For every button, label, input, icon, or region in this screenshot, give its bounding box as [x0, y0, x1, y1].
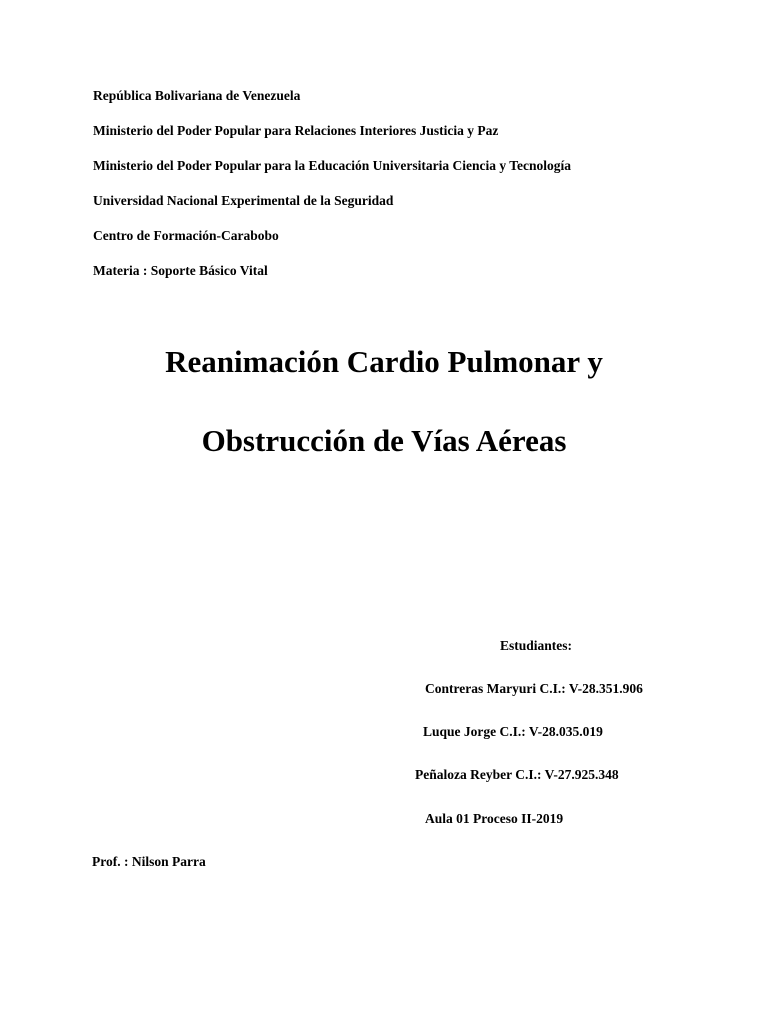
header-line-ministry-interior: Ministerio del Poder Popular para Relaciones Interiores Justicia y Paz	[93, 123, 499, 138]
header-line-university: Universidad Nacional Experimental de la Seguridad	[93, 193, 394, 208]
document-title-line-2: Obstrucción de Vías Aéreas	[201, 423, 567, 458]
student-entry: Contreras Maryuri C.I.: V-28.351.906	[425, 681, 643, 696]
class-section: Aula 01 Proceso II-2019	[425, 811, 564, 826]
header-line-subject: Materia : Soporte Básico Vital	[93, 263, 268, 278]
header-line-republic: República Bolivariana de Venezuela	[93, 88, 301, 103]
header-line-center: Centro de Formación-Carabobo	[93, 228, 279, 243]
document-title-line-1: Reanimación Cardio Pulmonar y	[165, 344, 603, 379]
professor-name: Prof. : Nilson Parra	[92, 854, 206, 869]
students-label: Estudiantes:	[500, 638, 573, 653]
header-line-ministry-education: Ministerio del Poder Popular para la Educación Universitaria Ciencia y Tecnología	[93, 158, 571, 173]
student-entry: Peñaloza Reyber C.I.: V-27.925.348	[415, 767, 619, 782]
student-entry: Luque Jorge C.I.: V-28.035.019	[423, 724, 603, 739]
